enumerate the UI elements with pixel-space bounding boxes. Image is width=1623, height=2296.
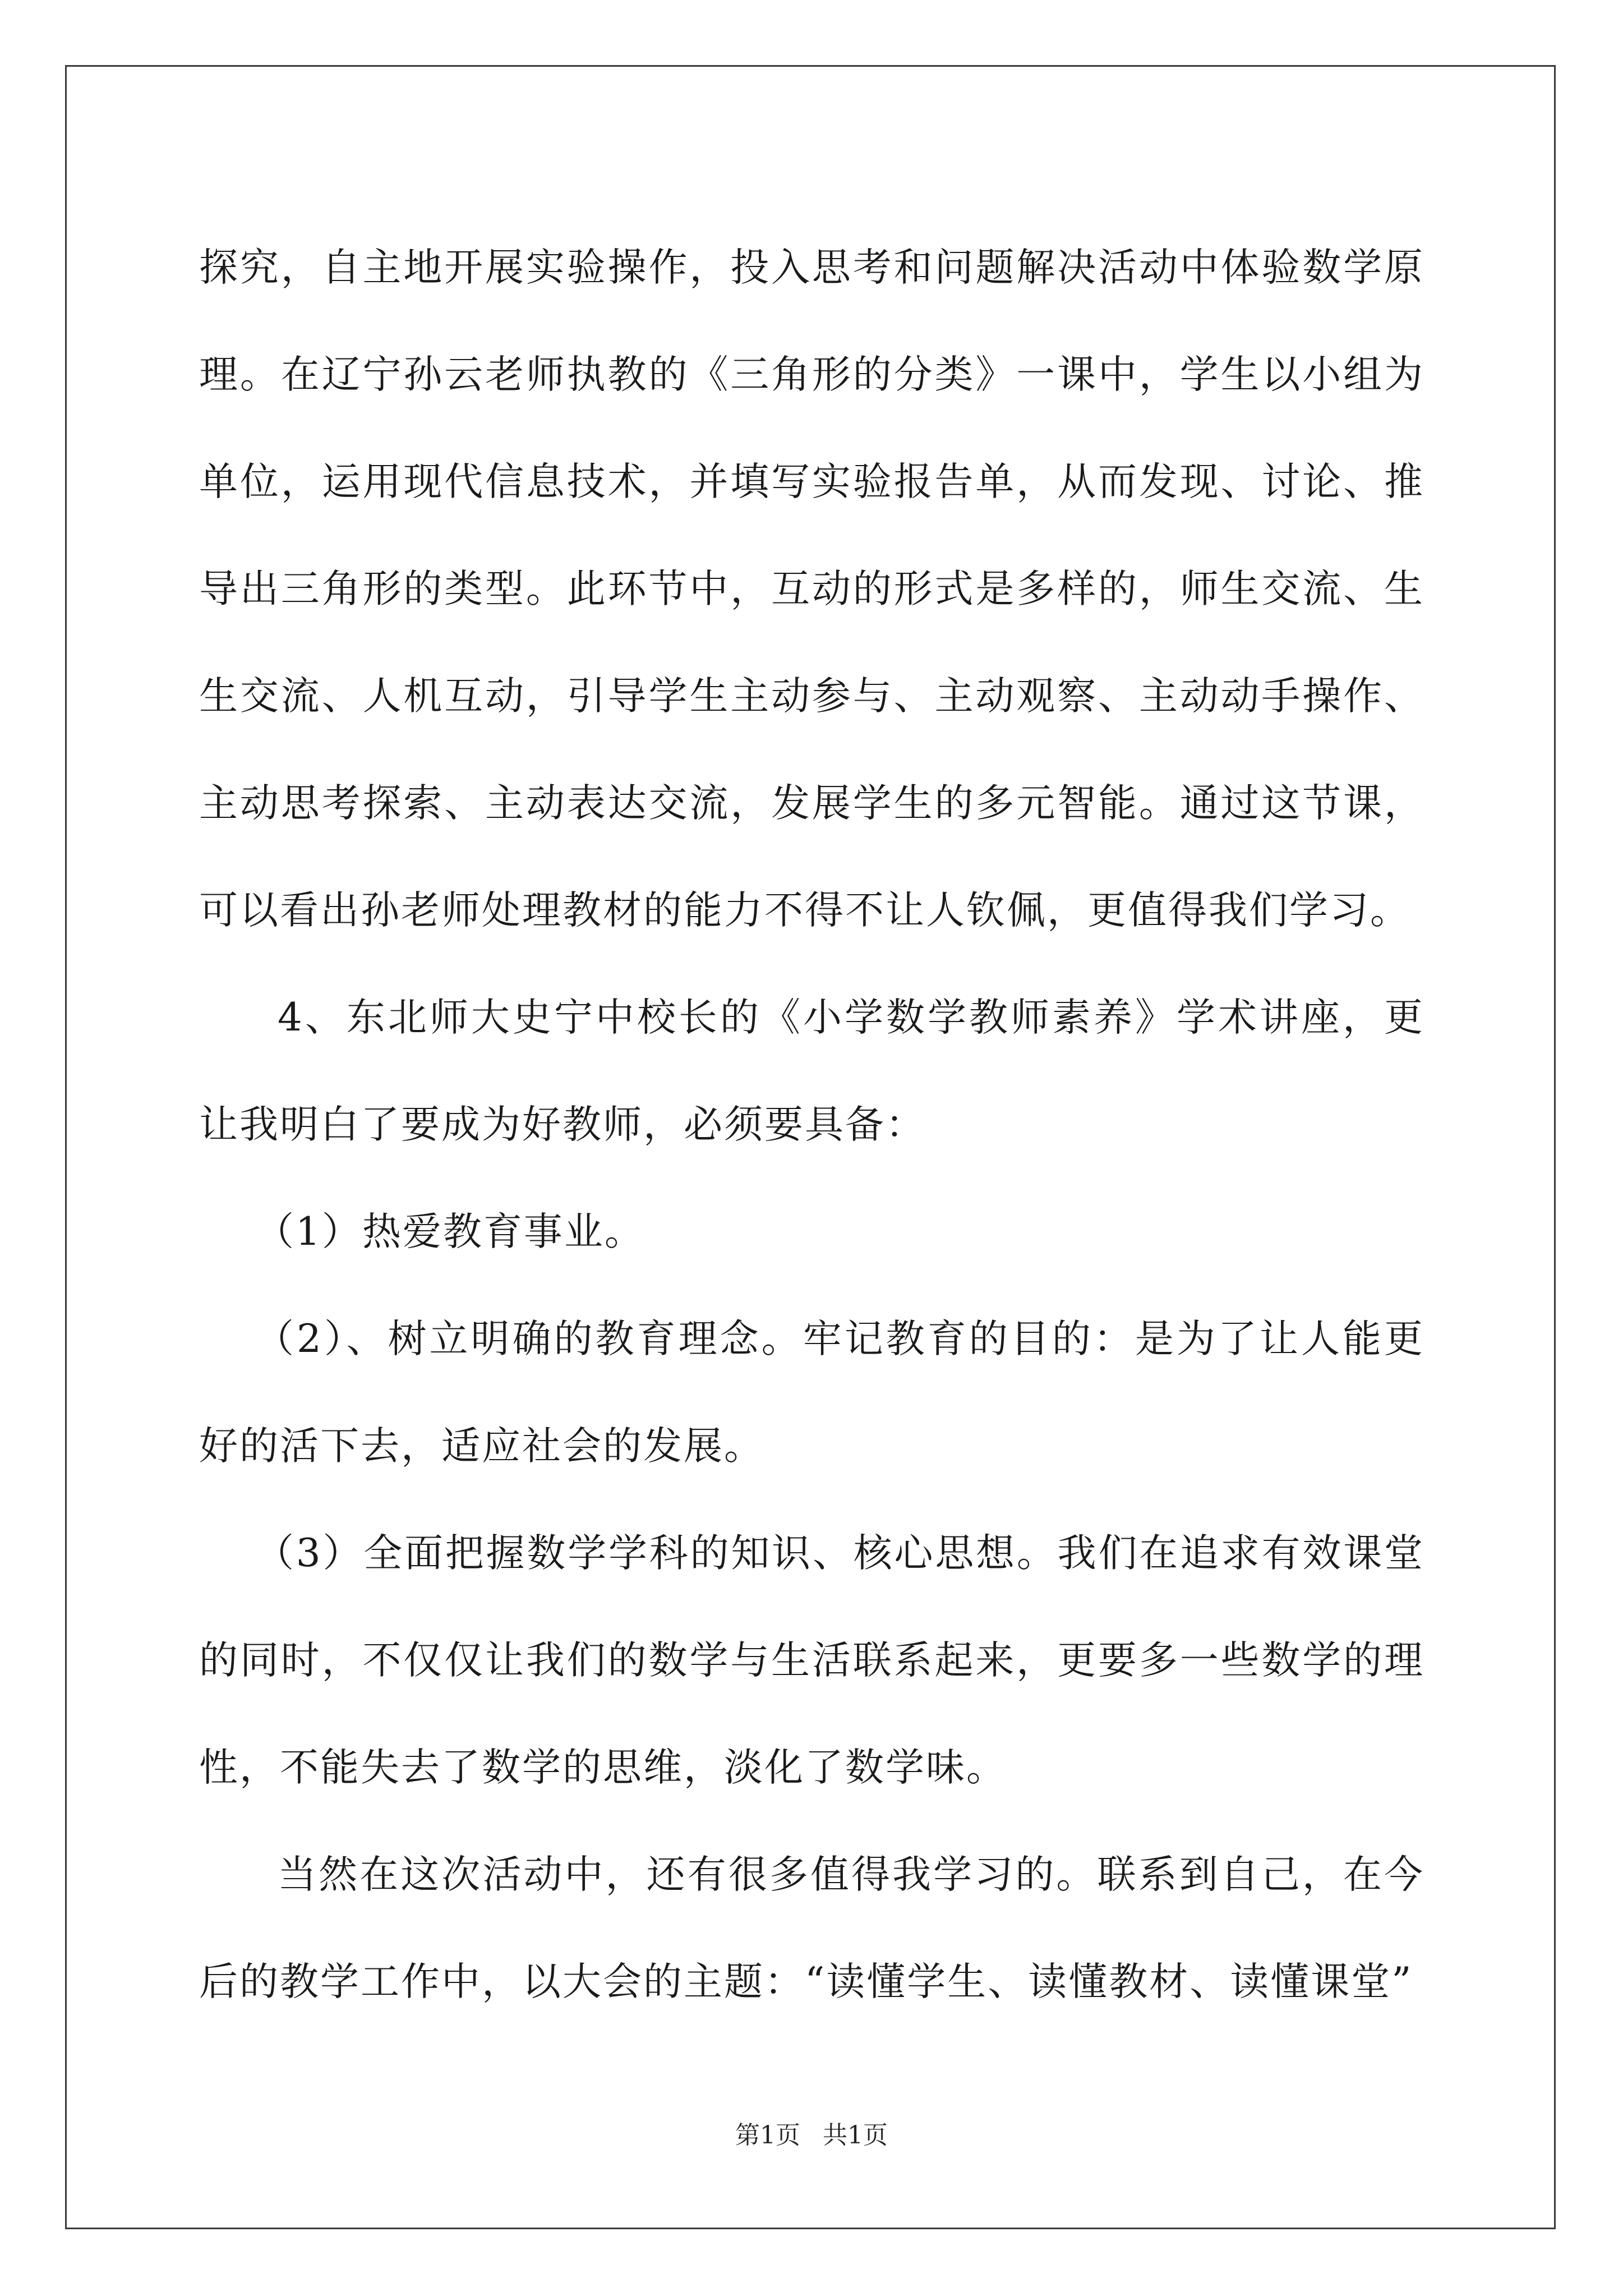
paragraph: 当然在这次活动中，还有很多值得我学习的。联系到自己，在今后的教学工作中，以大会的主题：“读懂学生、读懂教材、读懂课堂” (199, 1852, 1424, 2004)
paragraph: 探究，自主地开展实验操作，投入思考和问题解决活动中体验数学原理。在辽宁孙云老师执教的《三角形的分类》一课中，学生以小组为单位，运用现代信息技术，并填写实验报告单，从而发现、讨论、推导出三角形的类型。此环节中，互动的形式是多样的，师生交流、生生交流、人机互动，引导学生主动参与、主动观察、主动动手操作、主动思考探索、主动表达交流，发展学生的多元智能。通过这节课，可以看出孙老师处理教材的能力不得不让人钦佩，更值得我们学习。 (199, 245, 1424, 933)
list-item: （1）热爱教育事业。 (255, 1209, 645, 1254)
page-number: 第1页 (735, 2121, 800, 2150)
page-footer (0, 2115, 1623, 2151)
list-item: （3）全面把握数学学科的知识、核心思想。我们在追求有效课堂的同时，不仅仅让我们的数学与生活联系起来，更要多一些数学的理性，不能失去了数学的思维，淡化了数学味。 (199, 1531, 1424, 1790)
document-body (199, 214, 1424, 2036)
paragraph: 4、东北师大史宁中校长的《小学数学教师素养》学术讲座，更让我明白了要成为好教师，必须要具备： (199, 995, 1424, 1147)
page-total: 共1页 (823, 2121, 888, 2150)
list-item: （2）、树立明确的教育理念。牢记教育的目的：是为了让人能更好的活下去，适应社会的发展。 (199, 1317, 1424, 1469)
